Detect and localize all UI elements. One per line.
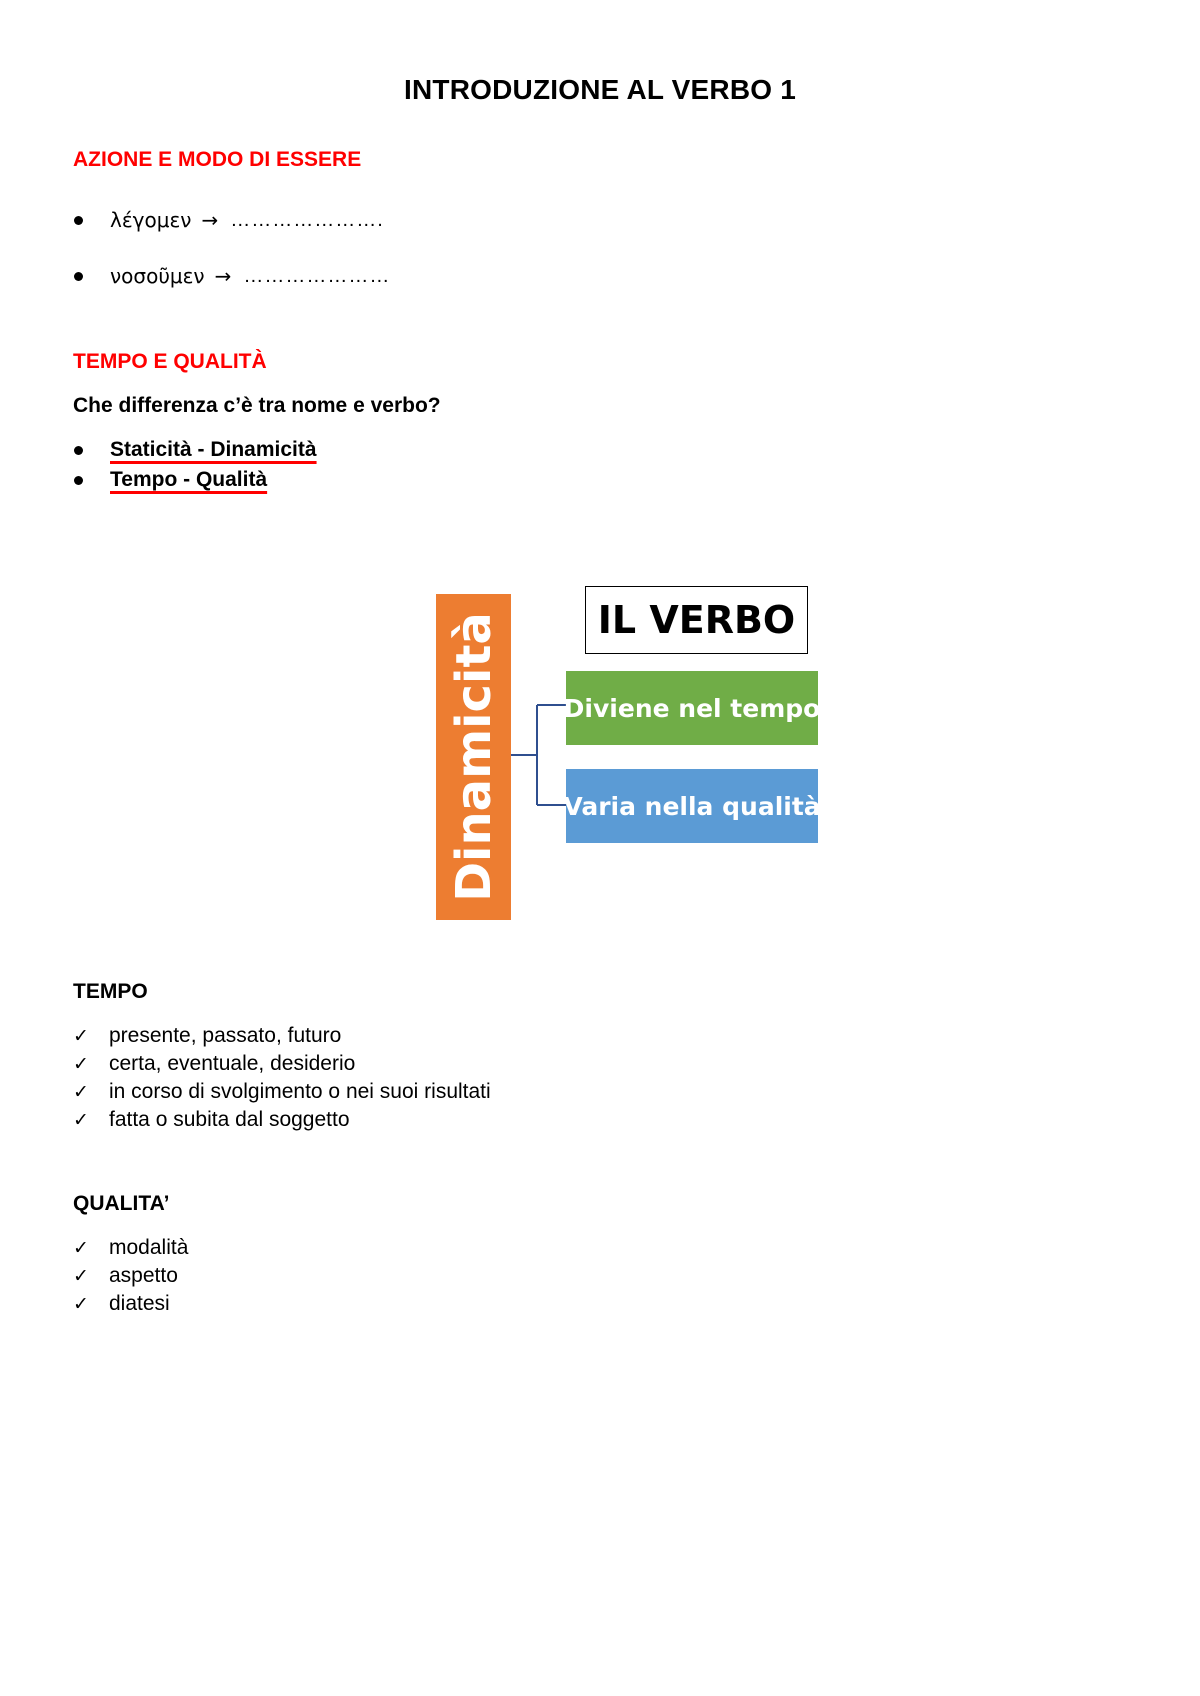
list-item	[73, 264, 390, 288]
list-item	[73, 1236, 188, 1260]
il-verbo-box: IL VERBO	[585, 586, 808, 654]
list-item-label: Staticità - Dinamicità	[110, 438, 317, 461]
list-item-label: Tempo - Qualità	[110, 468, 268, 491]
checkmark-icon: ✓	[73, 1293, 89, 1315]
arrow-right-icon: →	[214, 264, 232, 288]
branch-diviene-box: Diviene nel tempo	[566, 671, 818, 745]
list-item-label: modalità	[109, 1236, 189, 1259]
dinamicita-label: Dinamicità	[445, 612, 502, 902]
bullet-icon	[74, 476, 83, 485]
list-item	[73, 1024, 341, 1048]
list-item	[73, 1052, 355, 1076]
list-item-label: certa, eventuale, desiderio	[109, 1052, 356, 1075]
list-item-label: presente, passato, futuro	[109, 1024, 342, 1047]
section-heading-tempo-qualita: TEMPO E QUALITÀ	[73, 350, 267, 373]
list-item	[73, 1080, 491, 1104]
list-item-label: fatta o subita dal soggetto	[109, 1108, 350, 1131]
section-heading-qualita: QUALITA’	[73, 1192, 170, 1215]
arrow-right-icon: →	[201, 208, 219, 232]
list-item	[73, 1264, 178, 1288]
checkmark-icon: ✓	[73, 1081, 89, 1103]
list-item-label: aspetto	[109, 1264, 178, 1287]
greek-word: λέγομεν	[110, 208, 192, 232]
checkmark-icon: ✓	[73, 1053, 89, 1075]
diagram-connector	[511, 700, 571, 810]
section-heading-tempo: TEMPO	[73, 980, 148, 1003]
checkmark-icon: ✓	[73, 1265, 89, 1287]
checkmark-icon: ✓	[73, 1109, 89, 1131]
fill-in-blank: ………………….	[230, 208, 384, 231]
document-title: INTRODUZIONE AL VERBO 1	[404, 74, 796, 105]
list-item	[73, 438, 317, 462]
bullet-icon	[74, 272, 83, 281]
fill-in-blank: …………………	[243, 264, 391, 287]
list-item	[73, 1108, 350, 1132]
section-heading-azione: AZIONE E MODO DI ESSERE	[73, 148, 362, 171]
question-text: Che differenza c’è tra nome e verbo?	[73, 394, 441, 417]
list-item-label: diatesi	[109, 1292, 170, 1315]
checkmark-icon: ✓	[73, 1237, 89, 1259]
dinamicita-box	[436, 594, 511, 920]
list-item	[73, 1292, 170, 1316]
greek-word: νοσοῦμεν	[110, 264, 205, 288]
branch-varia-box: Varia nella qualità	[566, 769, 818, 843]
checkmark-icon: ✓	[73, 1025, 89, 1047]
bullet-icon	[74, 446, 83, 455]
bullet-icon	[74, 216, 83, 225]
list-item	[73, 208, 384, 232]
list-item	[73, 468, 267, 492]
list-item-label: in corso di svolgimento o nei suoi risultati	[109, 1080, 491, 1103]
